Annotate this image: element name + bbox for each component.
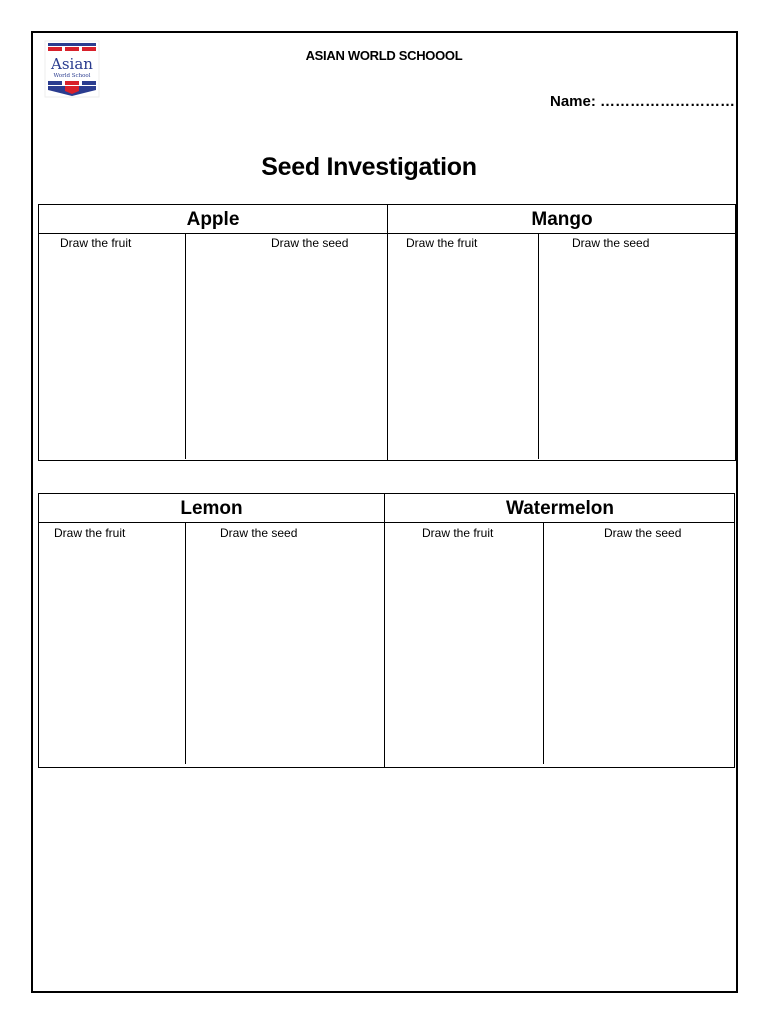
draw-seed-label: Draw the seed — [220, 526, 298, 540]
fruit-heading-mango: Mango — [531, 209, 593, 230]
fruit-heading-apple: Apple — [186, 209, 240, 230]
column-divider — [387, 233, 388, 461]
draw-fruit-label: Draw the fruit — [60, 236, 132, 250]
draw-seed-label: Draw the seed — [604, 526, 682, 540]
draw-seed-label: Draw the seed — [572, 236, 650, 250]
fruit-heading-lemon: Lemon — [180, 498, 243, 519]
draw-fruit-label: Draw the fruit — [54, 526, 126, 540]
table-header-row — [39, 205, 735, 234]
school-name: ASIAN WORLD SCHOOOL — [305, 48, 463, 63]
seed-table-1 — [38, 204, 736, 461]
column-divider — [185, 522, 186, 764]
logo-text: Asian — [51, 55, 93, 73]
page-title: Seed Investigation — [261, 153, 477, 181]
column-divider — [384, 522, 385, 768]
name-field[interactable]: Name: ……………………… — [550, 93, 736, 110]
seed-table-2 — [38, 493, 735, 768]
logo-subtext: World School — [53, 73, 91, 79]
draw-fruit-label: Draw the fruit — [422, 526, 494, 540]
fruit-heading-watermelon: Watermelon — [505, 498, 615, 519]
table-header-row — [39, 494, 734, 523]
draw-seed-label: Draw the seed — [271, 236, 349, 250]
column-divider — [538, 233, 539, 459]
column-divider — [543, 522, 544, 764]
draw-fruit-label: Draw the fruit — [406, 236, 478, 250]
column-divider — [185, 233, 186, 459]
